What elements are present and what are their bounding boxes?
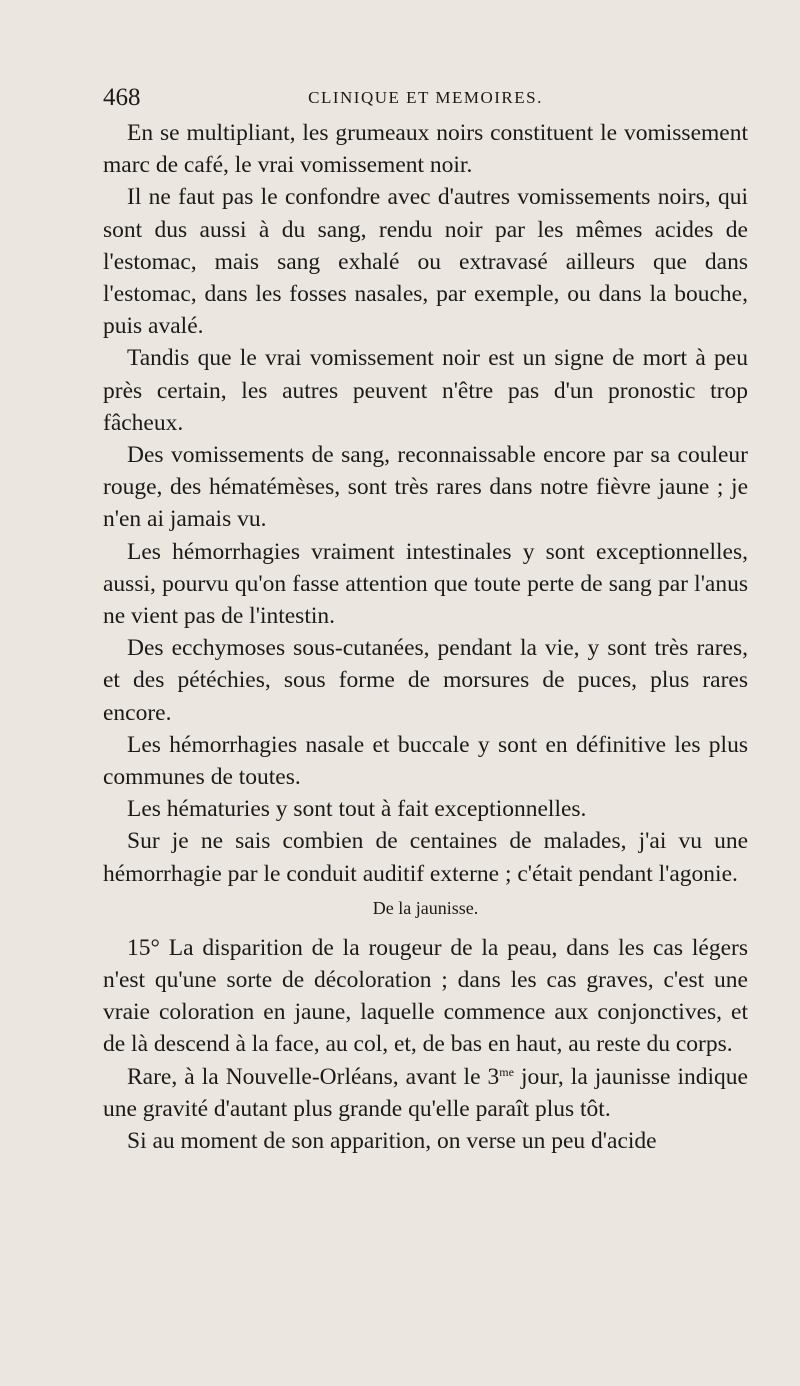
paragraph-auditif: Sur je ne sais combien de centaines de malades, j'ai vu une hémorrhagie par le conduit auditif externe ; c'était pendant l'agonie. [103,828,748,887]
rare-text-before: Rare, à la Nouvelle-Orléans, avant le 3 [127,1063,500,1090]
paragraph-nasale-buccale: Les hémorrhagies nasale et buccale y sont en définitive les plus communes de toutes. [103,731,748,791]
body-text [103,117,748,1157]
page-number: 468 [103,84,141,111]
paragraph-rare [103,1061,748,1125]
paragraph-confondre: Il ne faut pas le confondre avec d'autres vomissements noirs, qui sont dus aussi à du sang, rendu noir par les mêmes acides de l'estomac, mais sang exhalé ou extravasé ailleurs que dans l'estomac, dans les fosses nasales, par exemple, ou dans la bouche, puis avalé. [103,184,748,340]
paragraph-last-line: Si au moment de son apparition, on verse un peu d'acide [127,1128,657,1155]
paragraph-intestinales: Les hémorrhagies vraiment intestinales y sont exceptionnelles, aussi, pourvu qu'on fasse attention que toute perte de sang par l'anus ne vient pas de l'intestin. [103,538,748,630]
ordinal-superscript: me [499,1064,514,1079]
paragraph-section-15: 15° La disparition de la rougeur de la peau, dans les cas légers n'est qu'une sorte de décoloration ; dans les cas graves, c'est une vraie coloration en jaune, laquelle commence aux conjonctives, et de là descend à la face, au col, et, de bas en haut, au reste du corps. [103,934,748,1058]
paragraph-hematemeses: Des vomissements de sang, reconnaissable encore par sa couleur rouge, des hématémèses, sont très rares dans notre fièvre jaune ; je n'en ai jamais vu. [103,442,748,533]
running-head: CLINIQUE ET MEMOIRES. [308,88,543,107]
subheading: De la jaunisse. [372,897,479,918]
rare-text-after: jour, la jaunisse indique une gravité d'autant plus grande qu'elle paraît plus tôt. [103,1063,748,1122]
paragraph-tandis: Tandis que le vrai vomissement noir est un signe de mort à peu près certain, les autres peuvent n'être pas d'un pronostic trop fâcheux. [103,345,748,436]
paragraph-grumeaux: En se multipliant, les grumeaux noirs constituent le vomissement marc de café, le vrai vomissement noir. [103,120,748,179]
page-header [103,84,748,114]
paragraph-hematuries: Les hématuries y sont tout à fait exceptionnelles. [127,796,587,823]
paragraph-ecchymoses: Des ecchymoses sous-cutanées, pendant la vie, y sont très rares, et des pétéchies, sous forme de morsures de puces, plus rares encore. [103,635,748,726]
